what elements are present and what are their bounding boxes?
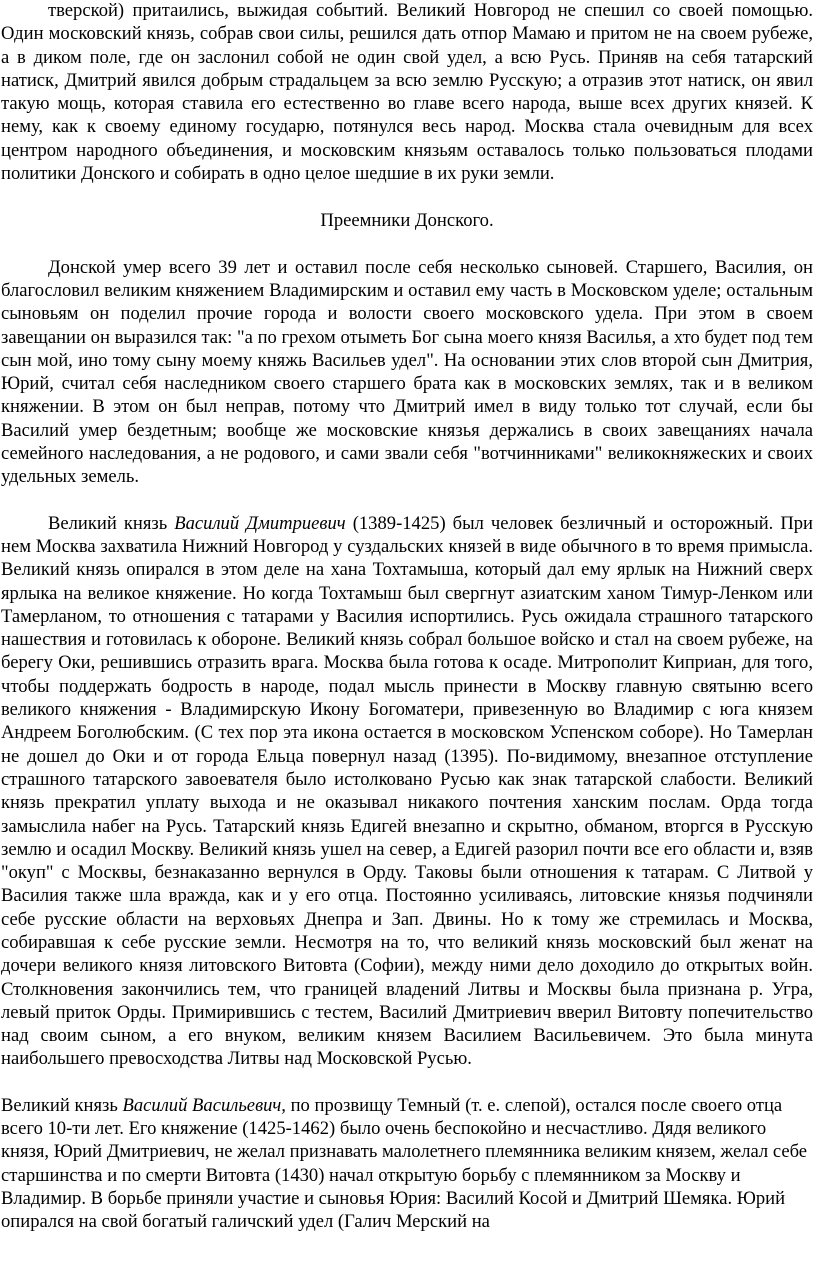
ruler-name-italic: Василий Дмитриевич <box>174 512 346 534</box>
paragraph-lead-text: Великий князь <box>48 512 175 534</box>
paragraph-vasily-vasilievich <box>1 1094 813 1234</box>
paragraph-donskoy-death: Донской умер всего 39 лет и оставил после себя несколько сыновей. Старшего, Василия, он благословил великим княжением Владимирским и оставил ему часть в Московском уделе; остальным сыновьям он поделил прочие города и волости своего московского удела. При этом в своем завещании он выразился так: "а по грехом отыметь Бог сына моего князя Василья, а хто будет под тем сын мой, ино тому сыну моему княжь Васильев удел". На основании этих слов второй сын Дмитрия, Юрий, считал себя наследником своего старшего брата как в московских землях, так и в великом княжении. В этом он был неправ, потому что Дмитрий имел в виду только тот случай, если бы Василий умер бездетным; вообще же московские князья держались в своих завещаниях начала семейного наследования, а не родового, и сами звали себя "вотчинниками" великокняжеских и своих удельных земель. <box>1 256 813 488</box>
paragraph-vasily-dmitrievich <box>1 512 813 1071</box>
paragraph-body-text: по прозвищу Темный (т. е. слепой), остался после своего отца всего 10-ти лет. Его княжение (1425-1462) было очень беспокойно и несчастливо. Дядя великого князя, Юрий Дмитриевич, не желал признавать малолетнего племянника великим князем, желал себе старшинства и по смерти Витовта (1430) начал открытую борьбу с племянником за Москву и Владимир. В борьбе приняли участие и сыновья Юрия: Василий Косой и Дмитрий Шемяка. Юрий опирался на свой богатый галичский удел (Галич Мерский на <box>1 1094 808 1233</box>
paragraph-lead-text: Великий князь <box>1 1094 123 1116</box>
ruler-name-italic: Василий Васильевич, <box>122 1094 286 1116</box>
paragraph-body-text: (1389-1425) был человек безличный и осторожный. При нем Москва захватила Нижний Новгород у суздальских князей в виде обычного в то время примысла. Великий князь опирался в этом деле на хана Тохтамыша, который дал ему ярлык на Нижний сверх ярлыка на великое княжение. Но когда Тохтамыш был свергнут азиатским ханом Тимур-Ленком или Тамерланом, то отношения с татарами у Василия испортились. Русь ожидала страшного татарского нашествия и готовилась к обороне. Великий князь собрал большое войско и стал на своем рубеже, на берегу Оки, решившись отразить врага. Москва была готова к осаде. Митрополит Киприан, для того, чтобы поддержать бодрость в народе, подал мысль принести в Москву главную святыню всего великого княжения - Владимирскую Икону Богоматери, привезенную во Владимир с юга князем Андреем Боголюбским. (С тех пор эта икона остается в московском Успенском соборе). Но Тамерлан не дошел до Оки и от города Ельца повернул назад (1395). По-видимому, внезапное отступление страшного татарского завоевателя было истолковано Русью как знак татарской слабости. Великий князь прекратил уплату выхода и не оказывал никакого почтения ханским послам. Орда тогда замыслила набег на Русь. Татарский князь Едигей внезапно и скрытно, обманом, вторгся в Русскую землю и осадил Москву. Великий князь ушел на север, а Едигей разорил почти все его области и, взяв "окуп" с Москвы, безнаказанно вернулся в Орду. Таковы были отношения к татарам. С Литвой у Василия также шла вражда, как и у его отца. Постоянно усиливаясь, литовские князья подчиняли себе русские области на верховьях Днепра и Зап. Двины. Но к тому же стремилась и Москва, собиравшая к себе русские земли. Несмотря на то, что великий князь московский был женат на дочери великого князя литовского Витовта (Софии), между ними дело доходило до открытых войн. Столкновения закончились тем, что границей владений Литвы и Москвы была признана р. Угра, левый приток Орды. Примирившись с тестем, Василий Дмитриевич вверил Витовту попечительство над своим сыном, а его внуком, великим князем Василием Васильевичем. Это была минута наибольшего превосходства Литвы над Московской Русью. <box>1 512 813 1070</box>
paragraph-donskoy-victory: тверской) притаились, выжидая событий. Великий Новгород не спешил со своей помощью. Один московский князь, собрав свои силы, решился дать отпор Мамаю и притом не на своем рубеже, а в диком поле, где он заслонил собой не один свой удел, а всю Русь. Приняв на себя татарский натиск, Дмитрий явился добрым страдальцем за всю землю Русскую; а отразив этот натиск, он явил такую мощь, которая ставила его естественно во главе всего народа, выше всех других князей. К нему, как к своему единому государю, потянулся весь народ. Москва стала очевидным для всех центром народного объединения, и московским князьям оставалось только пользоваться плодами политики Донского и собирать в одно целое шедшие в их руки земли. <box>1 0 813 185</box>
section-heading: Преемники Донского. <box>320 210 494 232</box>
